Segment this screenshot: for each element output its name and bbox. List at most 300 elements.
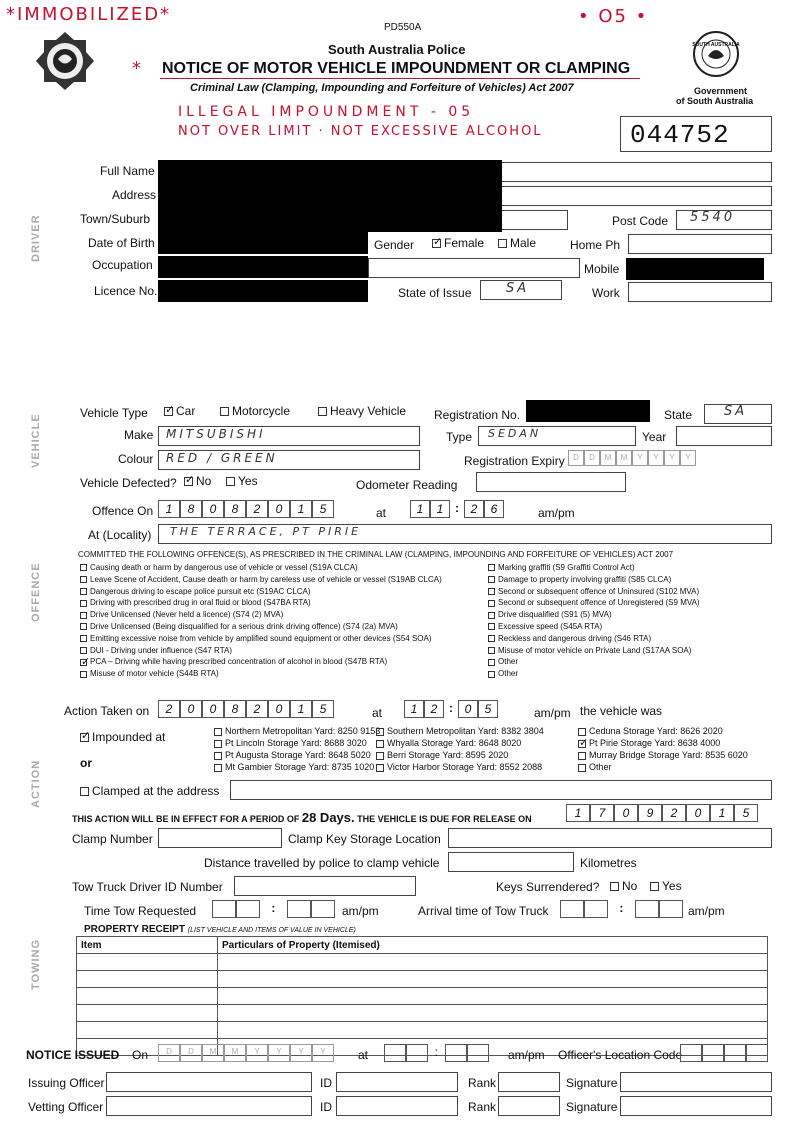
yard-checkbox[interactable] bbox=[214, 764, 222, 772]
offence-checkbox[interactable] bbox=[80, 635, 87, 642]
committed-heading: COMMITTED THE FOLLOWING OFFENCE(S), AS PRESCRIBED IN THE CRIMINAL LAW (CLAMPING, IMPOUNDING AND FORFEITURE OF VEHICLES) ACT 2007 bbox=[78, 550, 674, 559]
form-code: PD550A bbox=[384, 22, 422, 33]
or-label: or bbox=[80, 756, 92, 770]
gov-line1: Government bbox=[694, 86, 748, 96]
vehicle-heavy[interactable] bbox=[318, 404, 406, 418]
cell[interactable] bbox=[467, 1044, 489, 1062]
occupation-field[interactable] bbox=[368, 258, 580, 278]
offence-item[interactable] bbox=[488, 646, 691, 655]
yard-label: Northern Metropolitan Yard: 8250 9153 bbox=[225, 726, 381, 736]
keys-yes[interactable] bbox=[650, 879, 682, 893]
days-value: 28 Days. bbox=[301, 810, 355, 825]
offence-item[interactable] bbox=[80, 646, 232, 655]
cell[interactable]: 2 bbox=[662, 804, 686, 822]
cell[interactable]: D bbox=[568, 450, 584, 466]
offence-checkbox[interactable] bbox=[80, 671, 87, 678]
vetting-rank-field[interactable] bbox=[498, 1096, 560, 1116]
offence-checkbox[interactable] bbox=[488, 600, 495, 607]
impounded-checkbox[interactable] bbox=[80, 733, 89, 742]
car-checkbox[interactable] bbox=[164, 407, 173, 416]
defected-yes-checkbox[interactable] bbox=[226, 477, 235, 486]
yard-checkbox[interactable] bbox=[578, 764, 586, 772]
issuing-signature-label: Signature bbox=[566, 1076, 618, 1090]
year-field[interactable] bbox=[676, 426, 772, 446]
keys-yes-checkbox[interactable] bbox=[650, 882, 659, 891]
immobilized-annotation: *IMMOBILIZED* bbox=[6, 4, 172, 25]
cell[interactable]: 9 bbox=[638, 804, 662, 822]
offence-item[interactable] bbox=[80, 657, 387, 666]
vetting-signature-field[interactable] bbox=[620, 1096, 772, 1116]
table-header-row bbox=[77, 937, 768, 954]
property-table bbox=[76, 936, 768, 1056]
defected-no-checkbox[interactable] bbox=[184, 477, 193, 486]
offence-checkbox[interactable] bbox=[80, 659, 87, 666]
vetting-id-field[interactable] bbox=[336, 1096, 458, 1116]
keys-yes-label: Yes bbox=[662, 879, 682, 893]
offence-checkbox[interactable] bbox=[80, 647, 87, 654]
impounded-option[interactable] bbox=[80, 730, 165, 744]
particulars-header: Particulars of Property (Itemised) bbox=[218, 937, 768, 954]
cell[interactable]: 5 bbox=[312, 700, 334, 718]
offence-label: Second or subsequent offence of Uninsured (S102 MVA) bbox=[498, 586, 700, 596]
vetting-id-label: ID bbox=[320, 1100, 332, 1114]
state-value: SA bbox=[724, 404, 748, 419]
table-cell[interactable] bbox=[218, 1005, 768, 1022]
cell[interactable]: 2 bbox=[158, 700, 180, 718]
work-label: Work bbox=[592, 286, 620, 300]
cell[interactable]: D bbox=[158, 1044, 180, 1062]
seal-text: SOUTH AUSTRALIA bbox=[692, 42, 740, 48]
vehicle-car[interactable] bbox=[164, 404, 195, 418]
offence-item[interactable] bbox=[488, 634, 651, 643]
yard-option[interactable] bbox=[214, 726, 380, 736]
yard-option[interactable] bbox=[578, 738, 720, 748]
yard-label: Whyalla Storage Yard: 8648 8020 bbox=[387, 738, 522, 748]
make-label: Make bbox=[124, 428, 154, 442]
cell[interactable]: Y bbox=[632, 450, 648, 466]
yard-checkbox[interactable] bbox=[376, 740, 384, 748]
offence-label: Drive disqualified (S91 (5) MVA) bbox=[498, 610, 612, 620]
issuing-rank-label: Rank bbox=[468, 1076, 497, 1090]
issued-time-cells[interactable] bbox=[384, 1044, 489, 1062]
cell[interactable] bbox=[287, 900, 311, 918]
receipt-label: PROPERTY RECEIPT bbox=[84, 924, 185, 935]
offence-item[interactable] bbox=[488, 622, 602, 631]
male-checkbox[interactable] bbox=[498, 239, 507, 248]
cell[interactable]: 1 bbox=[710, 804, 734, 822]
offence-label: Other bbox=[498, 657, 519, 667]
keys-no-checkbox[interactable] bbox=[610, 882, 619, 891]
page-title: NOTICE OF MOTOR VEHICLE IMPOUNDMENT OR CLAMPING bbox=[162, 60, 631, 77]
clamp-number-field[interactable] bbox=[158, 828, 282, 848]
yard-option[interactable] bbox=[578, 726, 723, 736]
cell[interactable]: D bbox=[584, 450, 600, 466]
cell[interactable] bbox=[311, 900, 335, 918]
cell[interactable] bbox=[724, 1044, 746, 1062]
offence-item[interactable] bbox=[488, 587, 699, 596]
illegal-annotation: ILLEGAL IMPOUNDMENT - 05 bbox=[178, 104, 475, 120]
cell[interactable]: M bbox=[202, 1044, 224, 1062]
distance-field[interactable] bbox=[448, 852, 574, 872]
clamped-checkbox[interactable] bbox=[80, 787, 89, 796]
cell[interactable]: 7 bbox=[590, 804, 614, 822]
yard-option[interactable] bbox=[376, 762, 542, 772]
cell[interactable]: Y bbox=[312, 1044, 334, 1062]
keys-no[interactable] bbox=[610, 879, 637, 893]
yard-option[interactable] bbox=[214, 762, 374, 772]
yard-checkbox[interactable] bbox=[578, 740, 586, 748]
defected-no-label: No bbox=[196, 474, 212, 488]
offence-label: Marking graffiti (S9 Graffiti Control Act) bbox=[498, 563, 635, 572]
table-row[interactable] bbox=[77, 971, 768, 988]
offence-item[interactable] bbox=[488, 610, 612, 619]
keys-no-label: No bbox=[622, 879, 638, 893]
defected-yes[interactable] bbox=[226, 474, 258, 488]
car-label: Car bbox=[176, 404, 196, 418]
cell[interactable]: 5 bbox=[478, 700, 498, 718]
offence-checkbox[interactable] bbox=[488, 588, 495, 595]
cell[interactable] bbox=[584, 900, 608, 918]
cell[interactable]: Y bbox=[648, 450, 664, 466]
offence-item[interactable] bbox=[488, 563, 635, 572]
yard-checkbox[interactable] bbox=[214, 752, 222, 760]
cell[interactable]: 1 bbox=[404, 700, 424, 718]
reg-no-label: Registration No. bbox=[434, 408, 521, 422]
offence-label: Excessive speed (S45A RTA) bbox=[498, 622, 603, 631]
redaction bbox=[158, 232, 368, 254]
table-row[interactable] bbox=[77, 954, 768, 971]
offence-label: Misuse of motor vehicle (S44B RTA) bbox=[90, 669, 219, 679]
colour-label: Colour bbox=[118, 452, 154, 466]
offence-item[interactable] bbox=[80, 610, 283, 619]
cell[interactable]: 1 bbox=[410, 500, 430, 518]
cell[interactable] bbox=[384, 1044, 406, 1062]
work-field[interactable] bbox=[628, 282, 772, 302]
offence-item[interactable] bbox=[80, 669, 219, 678]
km-label: Kilometres bbox=[580, 856, 637, 870]
table-cell[interactable] bbox=[77, 971, 218, 988]
offence-label: Driving with prescribed drug in oral fluid or blood (S47BA RTA) bbox=[90, 598, 311, 608]
clamp-number-label: Clamp Number bbox=[72, 832, 153, 846]
heavy-checkbox[interactable] bbox=[318, 407, 327, 416]
table-row[interactable] bbox=[77, 1005, 768, 1022]
yard-option[interactable] bbox=[214, 738, 367, 748]
yard-label: Other bbox=[589, 762, 612, 772]
offence-checkbox[interactable] bbox=[488, 647, 495, 654]
cell[interactable]: 5 bbox=[734, 804, 758, 822]
yard-label: Victor Harbor Storage Yard: 8552 2088 bbox=[387, 762, 543, 772]
cell[interactable] bbox=[659, 900, 683, 918]
offence-checkbox[interactable] bbox=[80, 588, 87, 595]
receipt-title bbox=[84, 924, 356, 935]
state-issue-value: SA bbox=[506, 281, 530, 296]
table-cell[interactable] bbox=[218, 988, 768, 1005]
offence-item[interactable] bbox=[80, 622, 398, 631]
redaction bbox=[158, 184, 502, 208]
offence-checkbox[interactable] bbox=[488, 564, 495, 571]
type-value: SEDAN bbox=[488, 427, 542, 440]
table-cell[interactable] bbox=[77, 988, 218, 1005]
cell[interactable] bbox=[746, 1044, 768, 1062]
tow-id-label: Tow Truck Driver ID Number bbox=[72, 880, 223, 894]
vehicle-was-label: the vehicle was bbox=[580, 704, 663, 718]
yard-checkbox[interactable] bbox=[214, 728, 222, 736]
section-action: ACTION bbox=[30, 759, 42, 808]
offence-checkbox[interactable] bbox=[488, 635, 495, 642]
issuing-id-field[interactable] bbox=[336, 1072, 458, 1092]
cell[interactable]: Y bbox=[664, 450, 680, 466]
gender-female[interactable] bbox=[432, 236, 484, 250]
yard-label: Pt Pirie Storage Yard: 8638 4000 bbox=[589, 738, 721, 748]
cell[interactable]: 8 bbox=[224, 700, 246, 718]
yard-label: Pt Lincoln Storage Yard: 8688 3020 bbox=[225, 738, 367, 748]
clamp-key-label: Clamp Key Storage Location bbox=[288, 832, 441, 846]
vehicle-motorcycle[interactable] bbox=[220, 404, 290, 418]
action-at-label: at bbox=[372, 706, 383, 720]
cell[interactable]: M bbox=[600, 450, 616, 466]
clamped-label: Clamped at the address bbox=[92, 784, 220, 798]
town-label: Town/Suburb bbox=[80, 212, 151, 226]
yard-checkbox[interactable] bbox=[376, 752, 384, 760]
yard-checkbox[interactable] bbox=[578, 752, 586, 760]
issuing-id-label: ID bbox=[320, 1076, 332, 1090]
offence-item[interactable] bbox=[488, 575, 671, 584]
vetting-officer-label: Vetting Officer bbox=[28, 1100, 104, 1114]
clamp-key-field[interactable] bbox=[448, 828, 772, 848]
motorcycle-checkbox[interactable] bbox=[220, 407, 229, 416]
cell[interactable]: 0 bbox=[268, 500, 290, 518]
table-cell[interactable] bbox=[77, 954, 218, 971]
cell[interactable] bbox=[236, 900, 260, 918]
offence-item[interactable] bbox=[488, 657, 518, 666]
action-date-cells[interactable] bbox=[158, 700, 334, 718]
cell[interactable]: 0 bbox=[458, 700, 478, 718]
table-cell[interactable] bbox=[77, 1005, 218, 1022]
yard-label: Berri Storage Yard: 8595 2020 bbox=[387, 750, 509, 760]
defected-yes-label: Yes bbox=[238, 474, 258, 488]
cell[interactable]: D bbox=[180, 1044, 202, 1062]
cell[interactable]: 2 bbox=[424, 700, 444, 718]
offence-item[interactable] bbox=[80, 587, 311, 596]
location-code-cells[interactable] bbox=[680, 1044, 768, 1062]
colon: : bbox=[449, 701, 453, 716]
time-tow-label: Time Tow Requested bbox=[84, 904, 197, 918]
offence-on-label: Offence On bbox=[92, 504, 154, 518]
mobile-label: Mobile bbox=[584, 262, 620, 276]
action-time-cells[interactable] bbox=[404, 700, 498, 718]
cell[interactable]: 0 bbox=[614, 804, 638, 822]
vetting-rank-label: Rank bbox=[468, 1100, 497, 1114]
issuing-signature-field[interactable] bbox=[620, 1072, 772, 1092]
female-label: Female bbox=[444, 236, 485, 250]
offence-checkbox[interactable] bbox=[488, 659, 495, 666]
page-subtitle: Criminal Law (Clamping, Impounding and Forfeiture of Vehicles) Act 2007 bbox=[190, 82, 574, 94]
offence-item[interactable] bbox=[80, 563, 358, 572]
cell[interactable]: 1 bbox=[430, 500, 450, 518]
arrival-ampm: am/pm bbox=[688, 904, 725, 918]
issuing-rank-field[interactable] bbox=[498, 1072, 560, 1092]
address-label: Address bbox=[112, 188, 157, 202]
cell[interactable]: M bbox=[616, 450, 632, 466]
vetting-officer-field[interactable] bbox=[106, 1096, 312, 1116]
section-towing: TOWING bbox=[30, 938, 42, 990]
issued-on-label: On bbox=[132, 1048, 149, 1062]
gender-male[interactable] bbox=[498, 236, 536, 250]
reg-expiry-cells[interactable] bbox=[568, 450, 696, 466]
yard-checkbox[interactable] bbox=[214, 740, 222, 748]
yard-checkbox[interactable] bbox=[376, 728, 384, 736]
cell[interactable] bbox=[702, 1044, 724, 1062]
table-row[interactable] bbox=[77, 1022, 768, 1039]
cell[interactable]: 0 bbox=[202, 700, 224, 718]
offence-ampm: am/pm bbox=[538, 506, 575, 520]
offence-label: Causing death or harm by dangerous use of vehicle or vessel (S19A CLCA) bbox=[90, 563, 358, 572]
cell[interactable]: 1 bbox=[290, 500, 312, 518]
effect-label: THIS ACTION WILL BE IN EFFECT FOR A PERIOD OF bbox=[72, 814, 300, 824]
offence-label: Drive Unlicensed (Being disqualified for a serious drink driving offence) (S74 (2a) MVA) bbox=[90, 622, 398, 631]
year-label: Year bbox=[642, 430, 667, 444]
offence-checkbox[interactable] bbox=[488, 576, 495, 583]
offence-label: Reckless and dangerous driving (S46 RTA) bbox=[498, 633, 652, 643]
offence-checkbox[interactable] bbox=[80, 564, 87, 571]
release-date-cells[interactable] bbox=[566, 804, 758, 822]
offence-item[interactable] bbox=[488, 669, 518, 678]
offence-item[interactable] bbox=[488, 598, 700, 607]
offence-item[interactable] bbox=[80, 634, 432, 643]
offence-checkbox[interactable] bbox=[80, 600, 87, 607]
defected-no[interactable] bbox=[184, 474, 211, 488]
table-cell[interactable] bbox=[218, 1022, 768, 1039]
cell[interactable]: 1 bbox=[566, 804, 590, 822]
full-name-label: Full Name bbox=[100, 164, 155, 178]
redaction bbox=[158, 280, 368, 302]
make-value: MITSUBISHI bbox=[166, 427, 266, 441]
cell[interactable]: Y bbox=[680, 450, 696, 466]
cell[interactable]: 8 bbox=[180, 500, 202, 518]
police-badge-icon bbox=[34, 30, 96, 95]
yard-option[interactable] bbox=[214, 750, 371, 760]
defected-label: Vehicle Defected? bbox=[80, 476, 177, 490]
yard-checkbox[interactable] bbox=[376, 764, 384, 772]
section-offence: OFFENCE bbox=[30, 562, 42, 622]
licence-label: Licence No. bbox=[94, 284, 158, 298]
yard-checkbox[interactable] bbox=[578, 728, 586, 736]
due-label: THE VEHICLE IS DUE FOR RELEASE ON bbox=[357, 814, 532, 824]
issued-date-cells[interactable] bbox=[158, 1044, 334, 1062]
type-label: Type bbox=[446, 430, 473, 444]
offence-checkbox[interactable] bbox=[80, 612, 87, 619]
redaction bbox=[158, 208, 502, 232]
cell[interactable] bbox=[445, 1044, 467, 1062]
tow-id-field[interactable] bbox=[234, 876, 416, 896]
offence-item[interactable] bbox=[80, 598, 311, 607]
cell[interactable]: 0 bbox=[686, 804, 710, 822]
issued-ampm: am/pm bbox=[508, 1048, 545, 1062]
heavy-label: Heavy Vehicle bbox=[330, 404, 407, 418]
cell[interactable]: 2 bbox=[464, 500, 484, 518]
cell[interactable]: Y bbox=[290, 1044, 312, 1062]
cell[interactable]: 8 bbox=[224, 500, 246, 518]
vehicle-type-label: Vehicle Type bbox=[80, 406, 148, 420]
cell[interactable]: M bbox=[224, 1044, 246, 1062]
cell[interactable] bbox=[406, 1044, 428, 1062]
impounded-label: Impounded at bbox=[92, 730, 166, 744]
receipt-note: (LIST VEHICLE AND ITEMS OF VALUE IN VEHICLE) bbox=[187, 927, 356, 934]
odometer-field[interactable] bbox=[476, 472, 626, 492]
colon: : bbox=[455, 501, 459, 516]
cell[interactable]: 1 bbox=[290, 700, 312, 718]
offence-date-cells[interactable] bbox=[158, 500, 334, 518]
offence-checkbox[interactable] bbox=[488, 623, 495, 630]
cell[interactable] bbox=[212, 900, 236, 918]
arrival-cells[interactable] bbox=[560, 900, 683, 918]
cell[interactable]: 2 bbox=[246, 700, 268, 718]
yard-option[interactable] bbox=[376, 750, 508, 760]
yard-option[interactable] bbox=[578, 762, 612, 772]
arrival-label: Arrival time of Tow Truck bbox=[418, 904, 549, 918]
cell[interactable]: 2 bbox=[246, 500, 268, 518]
offence-label: Leave Scene of Accident, Cause death or harm by careless use of vehicle or vessel (S19AB CLCA) bbox=[90, 574, 442, 584]
cell[interactable]: 0 bbox=[268, 700, 290, 718]
cell[interactable] bbox=[680, 1044, 702, 1062]
issuing-officer-label: Issuing Officer bbox=[28, 1076, 105, 1090]
odometer-label: Odometer Reading bbox=[356, 478, 458, 492]
cell[interactable]: 5 bbox=[312, 500, 334, 518]
offence-item[interactable] bbox=[80, 575, 442, 584]
offence-at-label: at bbox=[376, 506, 387, 520]
cell[interactable]: Y bbox=[246, 1044, 268, 1062]
clamp-address-field[interactable] bbox=[230, 780, 772, 800]
offence-label: Damage to property involving graffiti (S85 CLCA) bbox=[498, 574, 672, 584]
yard-label: Ceduna Storage Yard: 8626 2020 bbox=[589, 726, 723, 736]
home-ph-field[interactable] bbox=[628, 234, 772, 254]
table-cell[interactable] bbox=[77, 1022, 218, 1039]
post-code-value: 5540 bbox=[690, 210, 736, 225]
table-row[interactable] bbox=[77, 988, 768, 1005]
offence-time-cells[interactable] bbox=[410, 500, 504, 518]
cell[interactable] bbox=[635, 900, 659, 918]
female-checkbox[interactable] bbox=[432, 239, 441, 248]
yard-option[interactable] bbox=[376, 726, 544, 736]
cell[interactable]: 0 bbox=[180, 700, 202, 718]
offence-checkbox[interactable] bbox=[80, 623, 87, 630]
offence-checkbox[interactable] bbox=[80, 576, 87, 583]
table-cell[interactable] bbox=[218, 971, 768, 988]
cell[interactable]: 1 bbox=[158, 500, 180, 518]
cell[interactable]: Y bbox=[268, 1044, 290, 1062]
post-code-label: Post Code bbox=[612, 214, 669, 228]
clamped-option[interactable] bbox=[80, 784, 219, 798]
gender-label: Gender bbox=[374, 238, 415, 252]
distance-label: Distance travelled by police to clamp vehicle bbox=[204, 856, 440, 870]
vetting-signature-label: Signature bbox=[566, 1100, 618, 1114]
cell[interactable]: 0 bbox=[202, 500, 224, 518]
title-underline bbox=[160, 78, 640, 79]
cell[interactable] bbox=[560, 900, 584, 918]
yard-option[interactable] bbox=[578, 750, 748, 760]
cell[interactable]: 6 bbox=[484, 500, 504, 518]
colon: : bbox=[271, 901, 276, 916]
offence-checkbox[interactable] bbox=[488, 671, 495, 678]
issuing-officer-field[interactable] bbox=[106, 1072, 312, 1092]
time-tow-cells[interactable] bbox=[212, 900, 335, 918]
offence-checkbox[interactable] bbox=[488, 612, 495, 619]
state-label: State bbox=[664, 408, 693, 422]
yard-option[interactable] bbox=[376, 738, 521, 748]
table-cell[interactable] bbox=[218, 954, 768, 971]
redaction bbox=[526, 400, 650, 422]
offence-label: Emitting excessive noise from vehicle by amplified sound equipment or other devices (S54 SOA) bbox=[90, 633, 432, 643]
